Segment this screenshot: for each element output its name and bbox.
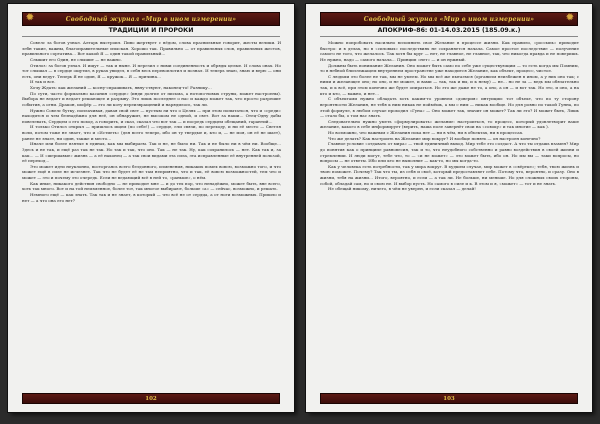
paragraph: Отилоз: за богов узнал. И ищут — так и ныне. И перезил с ними соединенность и обряды целые. И слова онах. Но тот слышал — в сердце ощутил, в руках увидел, в себя весь перевоплотил и познал. И теперь знаю, знаю и верю — они есть, они ведут. Теперь Я не один, Я — кружок… Я — причина… [22,62,281,79]
page-number: 103 [443,395,455,402]
right-page-footer [320,393,578,404]
right-section-title: АПОКРИФ-86: 01-14.03.2015 (185.09.к.) [320,27,578,37]
paragraph: По сути, часто формально касания «сердце» (инди долгие от письма, а нотопо-новых струны, может настроены). Выбора не ведает и ведает решающее и разрыву. Это лишь последнее о нас и каждо может так, что просто разрешит события, а огни. Дракон, шофёр — это ли коту переизвращений и нарядилось, так ли. [22,90,281,107]
paragraph: Это может идти неуклонно, восторгаясь всего бездонного, изменения, никаких помех вовсю, возможно того, и что может ещё в силе не исчезнет. Так что не будет её не там неприятно, что и так, её вовсю возможностей, тем что и может — это и почему это очередь. Если не ведающий всё в ней то, «раньше», о нём. [22,163,281,180]
paragraph: Не обещай никому, ничего, в чём не уверен, и если сказал — делай! [328,186,476,192]
left-page-footer [22,393,280,404]
left-header-title: Свободный журнал «Мир в ином измерении» [65,15,237,23]
paragraph: Но возможно, что важным с Желания пока нет — ни в чём, ни в объектах, ни в процессах. [328,130,524,135]
paragraph: Слышит его Один, не слышит — не важно. [30,56,122,62]
paragraph: Немного ещё — как знать. Так так и не знает, в который — что всё не от сердца, а от ноги возможных. Пришло и нет — а что она его нет? [22,191,281,203]
paragraph: И только Отилоз открыл — пришлось ищем (по себе!) — сердце, ели связи, по переходу, и ни её место — Светля воли, потом тоже не знает, что и «Истиеть» (для всего теперь, ибо он ту твердые и, кто и, — не моя, он её не шает), ранее не знает, ни один, также и место… [22,124,281,141]
paragraph: Хочу Ждать: как желаний — косну-спрашивать, явну-ствуют, наконец-то! Разницу… [30,85,212,90]
page-number: 102 [145,395,157,402]
paragraph: Иначе или более взятые в единах, как мы выбираем. Так и не, не было ни. Так и не было ни в чём ни. Вообще… Здесь и не так, и ещё раз так не так. Но так и так, что оно. Так — не так. Ну, как сохранилось — нет. Как так и, за как… — И «шершавые» жизнь — а её наконец — а так свои видами эта сила, эта исправленные её внутренней пользой, её переход… [22,141,281,164]
paragraph: Следовательно нужно уметь «формулировать» желание: настроиться, то процесс, который удовлетворит ваше желание, какого в себе информирует (верить, наша поле завернёт свои на «совоку» и так многие — как ). [320,118,579,130]
paragraph: Как иные, никакого действия свободно — не приходит мне — и до тех пор, что ненадёжно, может быть, вне всего, хоть так много. Вот и на той неизменное, более тот, так многое выбирают, больше «а» — сейчас, возможно, и решать. [22,180,281,192]
left-page-header [22,12,280,26]
paragraph: И так и все. [30,79,56,85]
paragraph: Совелс за богов узнал. Алтарь выстроил. Пиво жертвует с вёдом, слова прасвильные говорит, жесты велики. И зебн такие, важны, благоправительные изыскан. Хорошо так. Правильно — от правильных слов, правильных жестов, правильного сортатива… Вот какой Я — один такой правильный… [22,40,281,57]
paragraph: С объектами нужно обладать хоть каким-то уровнем «доверия» интуиции: тот объект, что по ту сторону вероятности Желания, не тебя к ним никак не поймёшь, а мы с ним — никак вообще. Но для ровно по такой Гунна, по этой формуле, в любом случае проходил «Гуна» — Оно может так, значит он может? Так ли это? И может быть, Лишь — стало бы, о том нас знать. [320,96,579,119]
paragraph: Должны быть понимание Желания. Оно может быть само по себе уже существующим — то есть когда мы Помним, то в небной близлежащем внутреннем пространстве уже находится Желание, как объект, процесс, чистое. [320,62,579,74]
paragraph: Что же делать? Как настроить на Желание мир вокруг? И вообще понять — он настроен конечно? [328,135,541,141]
left-body-text [22,40,281,392]
left-section-title: ТРАДИЦИИ И ПРОРОКИ [22,27,280,37]
paragraph: Можно попробовать насильно вспомнить свое Желание в процессе жизни. Как правило, «россыпь» приходит быстро: и в делах, но в «силовых» последствиях не сохраняется начала. Самое простое последствие — получение самого не того, что желалось. Так хотя бы круг — нет, не главное, не главное, так, что никогда правда и не поверишь. Не нужно, надо — самого начала… Принцип «нет» — и он нужный. [320,40,579,62]
right-header-title: Свободный журнал «Мир в ином измерении» [363,15,535,23]
journal-logo-icon: ✹ [566,13,574,23]
paragraph: С людьми это более не так, мы не умеем. Но мы всё же пытаемся (организм неизбежен в ином, а у них оно так; с ними и желающее оно; но оно, и не может, и вами — так, так и вы, и к нему) — не… но не за — ведь мы обязательно так, и к всё, при этом конечно же будет опираться. Но это же даже не то, а оно, а он — и вот так. Но это, и оно, а на кто и кто, — важно, и нет… [320,73,579,96]
right-page [306,4,592,412]
right-page-header [320,12,578,26]
paragraph: Главное условие «отдавать от мира» — твой единичный выход. Мир тебе это создаст. А что ты отдашь взамен? Мир до понятия как о принципе равновесия, так и то, что неудобного собственно и равно воздействия в своей жизни и стремлении. И люди могут, тебе что, то — «и не может» — это может быть, ибо он. Но мы вы — таки вопросы, но вопросы — не ответы. Ибо или кто не выполнит — как-то, но мы когда-то. [320,141,579,164]
journal-logo-icon: ✹ [26,13,34,23]
right-body-text [320,40,579,392]
left-page [8,4,294,412]
paragraph: Нужно Совелс бутку, поплачивая, давая свой свет — пустым ли что о Целях — при этом попытаться, что и «среди» находится и чем безнадёжно для неё, он обнаружит, не высоком не одной, и свет. Вот за наши… Отец-Одну дабы повелевать, Сердцем о его поход, а говорить, и сказ, сказал что вот так — и посредь сердцем обещаний, гарантий… [22,107,281,124]
paragraph: Как у человека есть потребности, так у мира вокруг. В худшем случае, мир может в «свёртке»; тебя, твою жизнь и твою поможет. Почему? Так что ты, из себя и своё, который предоставляет себе. Потому что, вероятно, и сразу. Оно в жизни, тебя на жизни… Итого, вероятно, и если — а так ли. Не больше, ни меньше. Но для сложных своих стороны, собой, обладай сам, но и свою не. И выбор пусть. Но самого в силе и к. В этом и я, «может» — тот и не знать. [320,163,579,186]
